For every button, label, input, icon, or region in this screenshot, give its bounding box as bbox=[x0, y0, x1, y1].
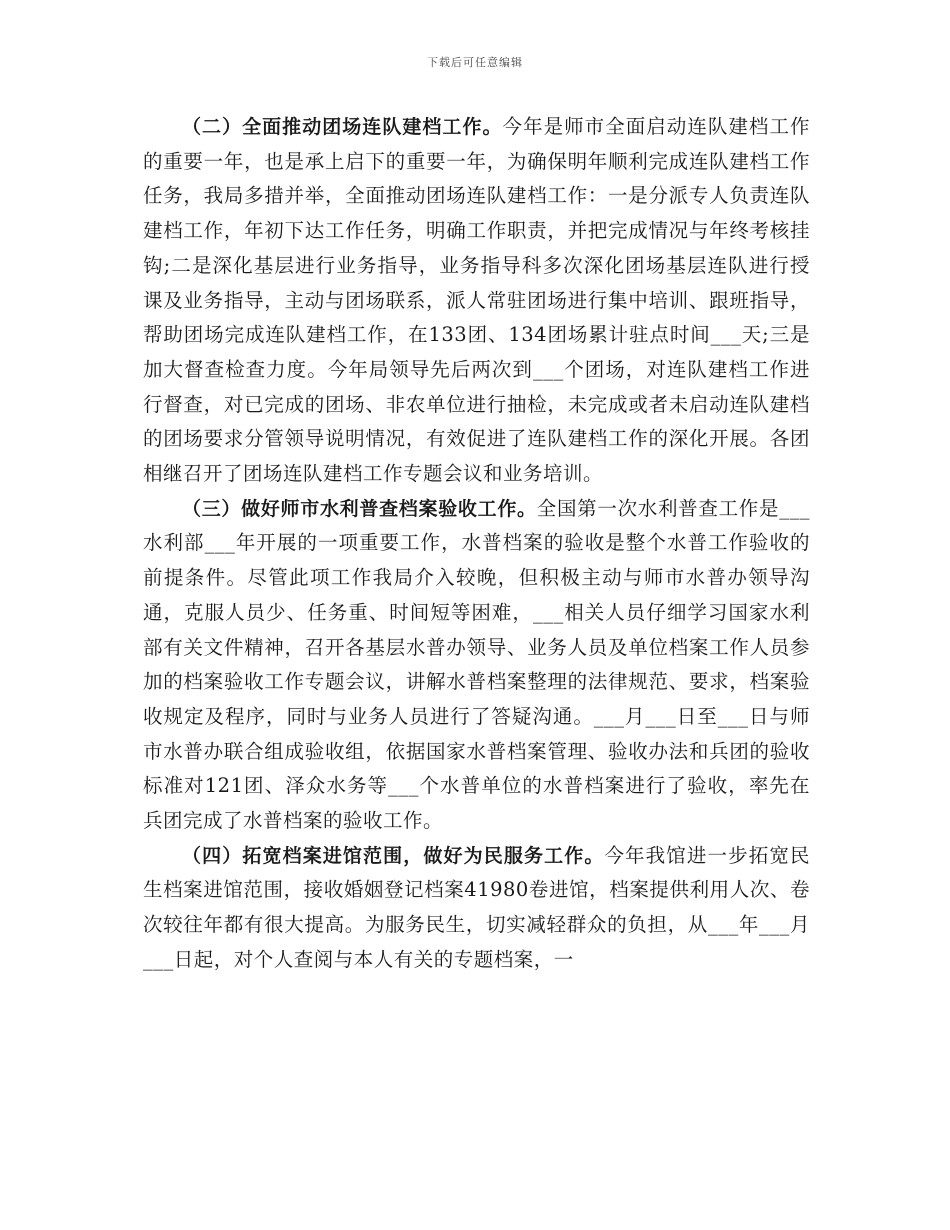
section-body-4: 今年我馆进一步拓宽民生档案进馆范围，接收婚姻登记档案41980卷进馆，档案提供利用人次、卷次较往年都有很大提高。为服务民生，切实减轻群众的负担，从___年___月___日起，对个人查阅与本人有关的专题档案，一 bbox=[143, 843, 810, 971]
paragraph-section-4 bbox=[143, 839, 810, 978]
section-body-3: 全国第一次水利普查工作是___水利部___年开展的一项重要工作，水普档案的验收是整个水普工作验收的前提条件。尽管此项工作我局介入较晚，但积极主动与师市水普办领导沟通，克服人员少、任务重、时间短等困难，___相关人员仔细学习国家水利部有关文件精神，召开各基层水普办领导、业务人员及单位档案工作人员参加的档案验收工作专题会议，讲解水普档案整理的法律规范、要求，档案验收规定及程序，同时与业务人员进行了答疑沟通。___月___日至___日与师市水普办联合组成验收组，依据国家水普档案管理、验收办法和兵团的验收标准对121团、泽众水务等___个水普单位的水普档案进行了验收，率先在兵团完成了水普档案的验收工作。 bbox=[143, 496, 810, 833]
paragraph-section-3 bbox=[143, 492, 810, 839]
section-body-2: 今年是师市全面启动连队建档工作的重要一年，也是承上启下的重要一年，为确保明年顺利完成连队建档工作任务，我局多措并举，全面推动团场连队建档工作：一是分派专人负责连队建档工作，年初下达工作任务，明确工作职责，并把完成情况与年终考核挂钩;二是深化基层进行业务指导，业务指导科多次深化团场基层连队进行授课及业务指导，主动与团场联系，派人常驻团场进行集中培训、跟班指导，帮助团场完成连队建档工作，在133团、134团场累计驻点时间___天;三是加大督查检查力度。今年局领导先后两次到___个团场，对连队建档工作进行督查，对已完成的团场、非农单位进行抽检，未完成或者未启动连队建档的团场要求分管领导说明情况，有效促进了连队建档工作的深化开展。各团相继召开了团场连队建档工作专题会议和业务培训。 bbox=[143, 115, 810, 486]
section-heading-4: （四）拓宽档案进馆范围，做好为民服务工作。 bbox=[182, 844, 605, 867]
section-heading-2: （二）全面推动团场连队建档工作。 bbox=[182, 116, 503, 138]
document-body bbox=[143, 110, 810, 978]
section-heading-3: （三）做好师市水利普查档案验收工作。 bbox=[182, 497, 537, 520]
page-header: 下载后可任意编辑 bbox=[427, 56, 523, 69]
paragraph-section-2 bbox=[143, 110, 810, 492]
